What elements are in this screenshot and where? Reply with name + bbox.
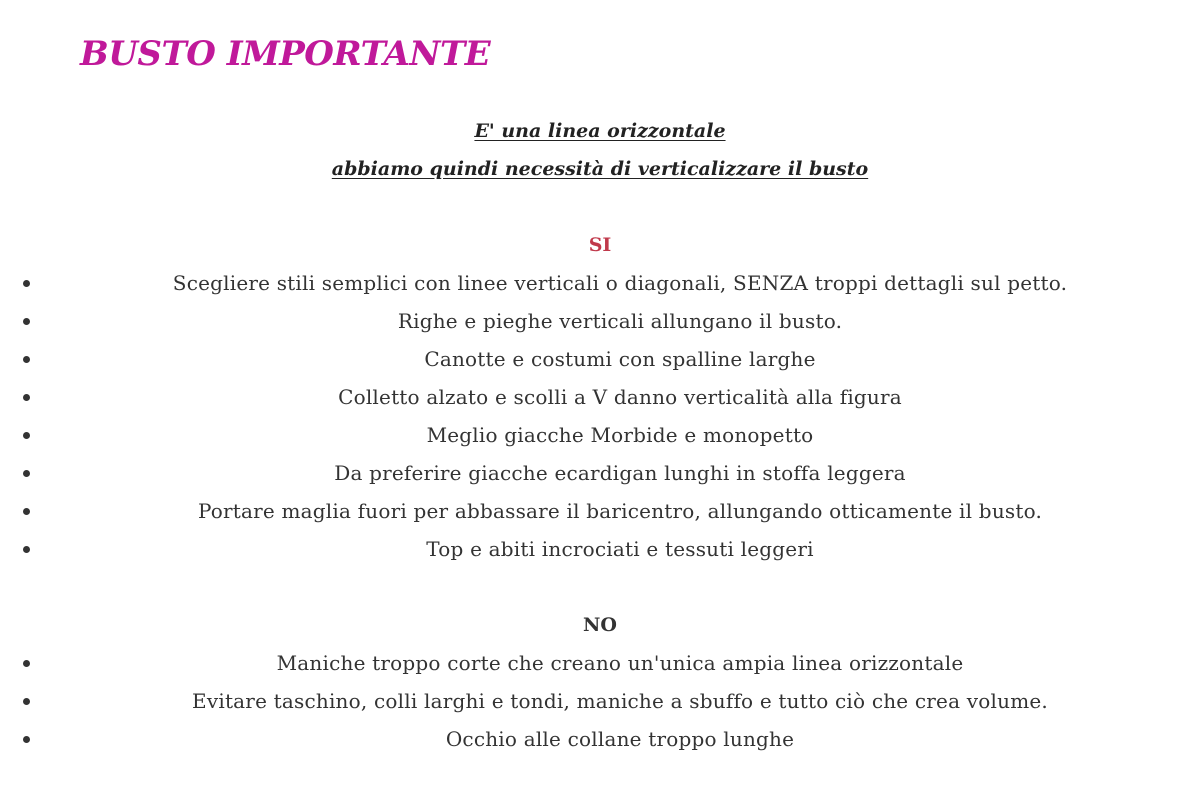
list-item-text: Colletto alzato e scolli a V danno verticalità alla figura [338,385,902,409]
list-item-text: Scegliere stili semplici con linee verticali o diagonali, SENZA troppi dettagli sul petto. [172,271,1068,295]
bullet-icon [23,470,30,477]
no-list [0,644,1200,758]
list-item [0,378,1200,416]
bullet-icon [23,318,30,325]
si-list [0,264,1200,568]
subtitle-line-2: abbiamo quindi necessità di verticalizzare il busto [331,158,869,180]
list-item-text: Da preferire giacche ecardigan lunghi in stoffa leggera [334,461,906,485]
list-item [0,530,1200,568]
list-item [0,454,1200,492]
list-item-text: Maniche troppo corte che creano un'unica ampia linea orizzontale [276,651,964,675]
list-item [0,682,1200,720]
bullet-icon [23,356,30,363]
list-item [0,492,1200,530]
bullet-icon [23,432,30,439]
list-item [0,416,1200,454]
bullet-icon [23,736,30,743]
list-item [0,264,1200,302]
bullet-icon [23,660,30,667]
list-item-text: Top e abiti incrociati e tessuti leggeri [426,537,814,561]
si-heading: SI [588,234,612,256]
list-item-text: Evitare taschino, colli larghi e tondi, maniche a sbuffo e tutto ciò che crea volume. [192,689,1048,713]
bullet-icon [23,546,30,553]
bullet-icon [23,394,30,401]
list-item [0,302,1200,340]
list-item [0,340,1200,378]
list-item-text: Portare maglia fuori per abbassare il baricentro, allungando otticamente il busto. [197,499,1043,523]
subtitle-line-1: E' una linea orizzontale [474,120,726,142]
list-item [0,644,1200,682]
bullet-icon [23,508,30,515]
list-item-text: Occhio alle collane troppo lunghe [445,727,795,751]
bullet-icon [23,698,30,705]
list-item-text: Meglio giacche Morbide e monopetto [426,423,814,447]
page-title: BUSTO IMPORTANTE [80,34,491,74]
list-item-text: Righe e pieghe verticali allungano il busto. [397,309,843,333]
list-item [0,720,1200,758]
list-item-text: Canotte e costumi con spalline larghe [424,347,816,371]
no-heading: NO [583,614,617,636]
bullet-icon [23,280,30,287]
